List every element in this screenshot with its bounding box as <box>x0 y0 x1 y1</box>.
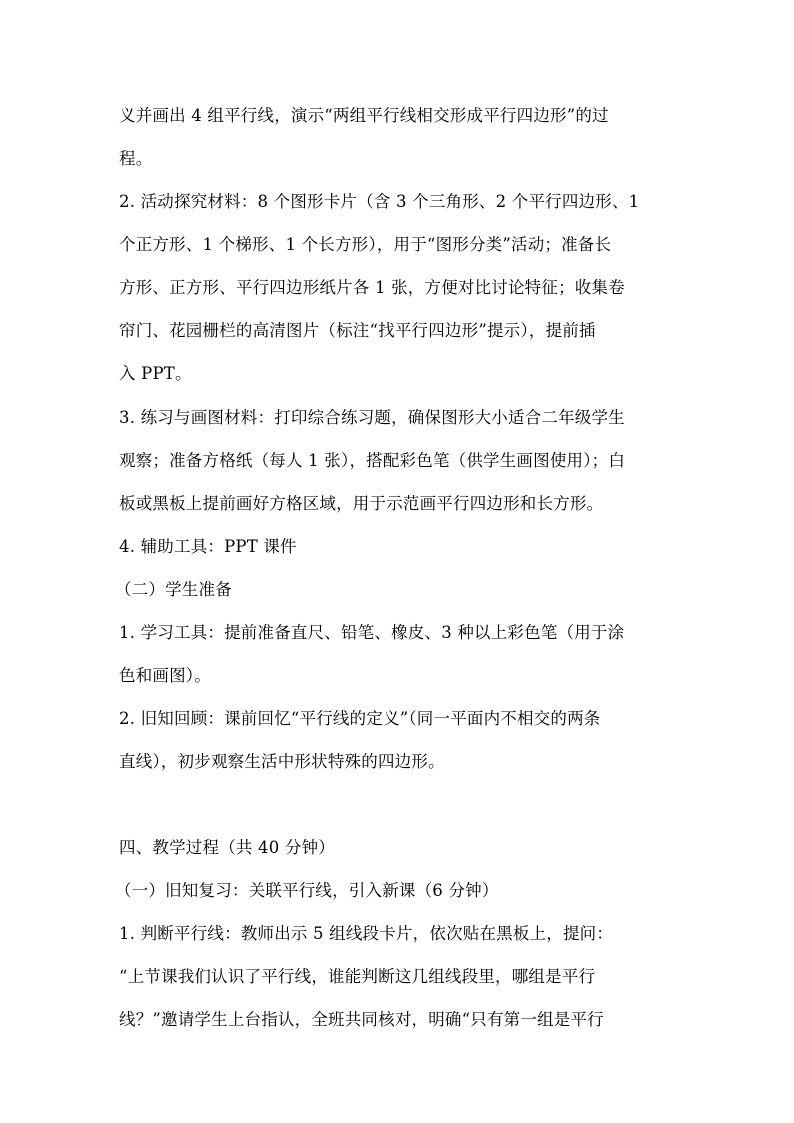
text-line: 1. 判断平行线：教师出示 5 组线段卡片，依次贴在黑板上，提问： <box>119 924 614 943</box>
text-line: 入 PPT。 <box>119 364 192 383</box>
text-line: 帘门、花园栅栏的高清图片（标注“找平行四边形”提示），提前插 <box>119 321 596 340</box>
text-line: 4. 辅助工具：PPT 课件 <box>119 537 297 556</box>
text-line: 程。 <box>119 149 153 168</box>
text-line: 2. 旧知回顾：课前回忆“平行线的定义”（同一平面内不相交的两条 <box>119 709 601 728</box>
text-line: “上节课我们认识了平行线，谁能判断这几组线段里，哪组是平行 <box>119 967 596 986</box>
section-heading: 四、教学过程（共 40 分钟） <box>119 838 335 857</box>
text-line: 线？”邀请学生上台指认，全班共同核对，明确“只有第一组是平行 <box>119 1010 604 1029</box>
text-line: 3. 练习与画图材料：打印综合练习题，确保图形大小适合二年级学生 <box>119 408 625 427</box>
text-line: 色和画图）。 <box>119 666 211 685</box>
text-line: 直线），初步观察生活中形状特殊的四边形。 <box>119 752 445 771</box>
text-line: 个正方形、1 个梯形、1 个长方形），用于“图形分类”活动；准备长 <box>119 235 612 254</box>
text-line: 方形、正方形、平行四边形纸片各 1 张，方便对比讨论特征；收集卷 <box>119 278 625 297</box>
text-line: 义并画出 4 组平行线，演示“两组平行线相交形成平行四边形”的过 <box>119 106 609 125</box>
text-line: 2. 活动探究材料：8 个图形卡片（含 3 个三角形、2 个平行四边形、1 <box>119 192 640 211</box>
text-line: 观察；准备方格纸（每人 1 张），搭配彩色笔（供学生画图使用）；白 <box>119 451 626 470</box>
text-line: 板或黑板上提前画好方格区域，用于示范画平行四边形和长方形。 <box>119 494 604 513</box>
section-heading: （二）学生准备 <box>115 580 232 599</box>
subsection-heading: （一）旧知复习：关联平行线，引入新课（6 分钟） <box>115 881 499 900</box>
text-line: 1. 学习工具：提前准备直尺、铅笔、橡皮、3 种以上彩色笔（用于涂 <box>119 623 625 642</box>
